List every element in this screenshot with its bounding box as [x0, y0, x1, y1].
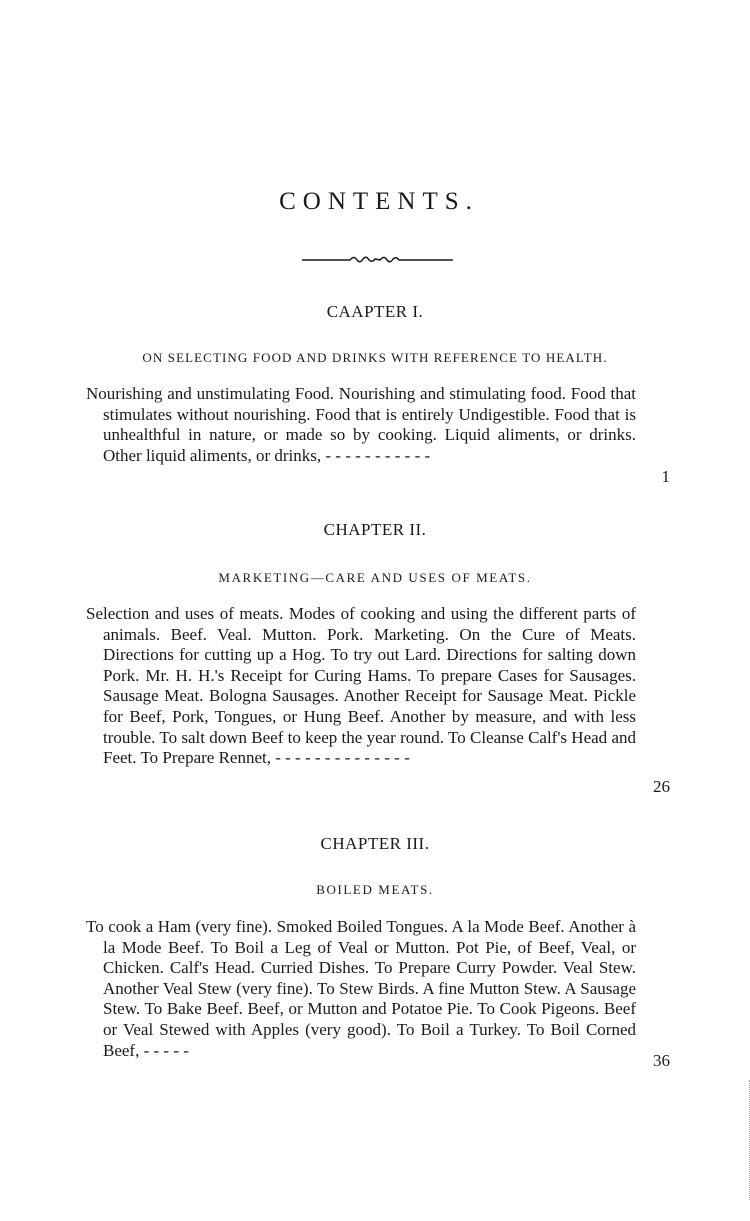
chapter-3-heading: CHAPTER III.: [320, 834, 430, 853]
chapter-3-leaders: - - - - -: [143, 1040, 189, 1060]
chapter-1-entry: [86, 384, 636, 466]
ornament-divider: [300, 252, 455, 266]
chapter-2-entry: [86, 604, 636, 769]
chapter-1-page-number: 1: [661, 467, 670, 486]
chapter-1-heading: CAAPTER I.: [326, 302, 424, 321]
chapter-1-entry-text: Nourishing and unstimulating Food. Nourishing and stimulating food. Food that stimulates without nourishing. Food that is entirely Undigestible. Food that is unhealthful in nature, or made so by cooking. Liquid aliments, or drinks. Other liquid aliments, or drinks,: [86, 384, 636, 465]
chapter-3-entry: [86, 917, 636, 1061]
contents-title: CONTENTS.: [279, 188, 479, 215]
chapter-2-page-number: 26: [653, 777, 670, 796]
chapter-1-subtitle: ON SELECTING FOOD AND DRINKS WITH REFERENCE TO HEALTH.: [142, 350, 608, 365]
chapter-2-leaders: - - - - - - - - - - - - - -: [275, 748, 410, 768]
chapter-1-leaders: - - - - - - - - - - -: [325, 445, 431, 465]
chapter-3-subtitle: BOILED MEATS.: [316, 882, 434, 897]
chapter-2-heading: CHAPTER II.: [323, 520, 427, 539]
page-edge-marks: [745, 1080, 750, 1200]
chapter-2-subtitle: MARKETING—CARE AND USES OF MEATS.: [218, 570, 532, 585]
chapter-3-page-number: 36: [653, 1051, 670, 1070]
chapter-3-entry-text: To cook a Ham (very fine). Smoked Boiled Tongues. A la Mode Beef. Another à la Mode Beef. To Boil a Leg of Veal or Mutton. Pot Pie, of Beef, Veal, or Chicken. Calf's Head. Curried Dishes. To Prepare Curry Powder. Veal Stew. Another Veal Stew (very fine). To Stew Birds. A fine Mutton Stew. A Sausage Stew. To Bake Beef. Beef, or Mutton and Potatoe Pie. To Cook Pigeons. Beef or Veal Stewed with Apples (very good). To Boil a Turkey. To Boil Corned Beef,: [86, 917, 636, 1060]
chapter-2-entry-text: Selection and uses of meats. Modes of cooking and using the different parts of animals. Beef. Veal. Mutton. Pork. Marketing. On the Cure of Meats. Directions for cutting up a Hog. To try out Lard. Directions for salting down Pork. Mr. H. H.'s Receipt for Curing Hams. To prepare Cases for Sausages. Sausage Meat. Bologna Sausages. Another Receipt for Sausage Meat. Pickle for Beef, Pork, Tongues, or Hung Beef. Another by measure, and with less trouble. To salt down Beef to keep the year round. To Cleanse Calf's Head and Feet. To Prepare Rennet,: [86, 604, 636, 768]
